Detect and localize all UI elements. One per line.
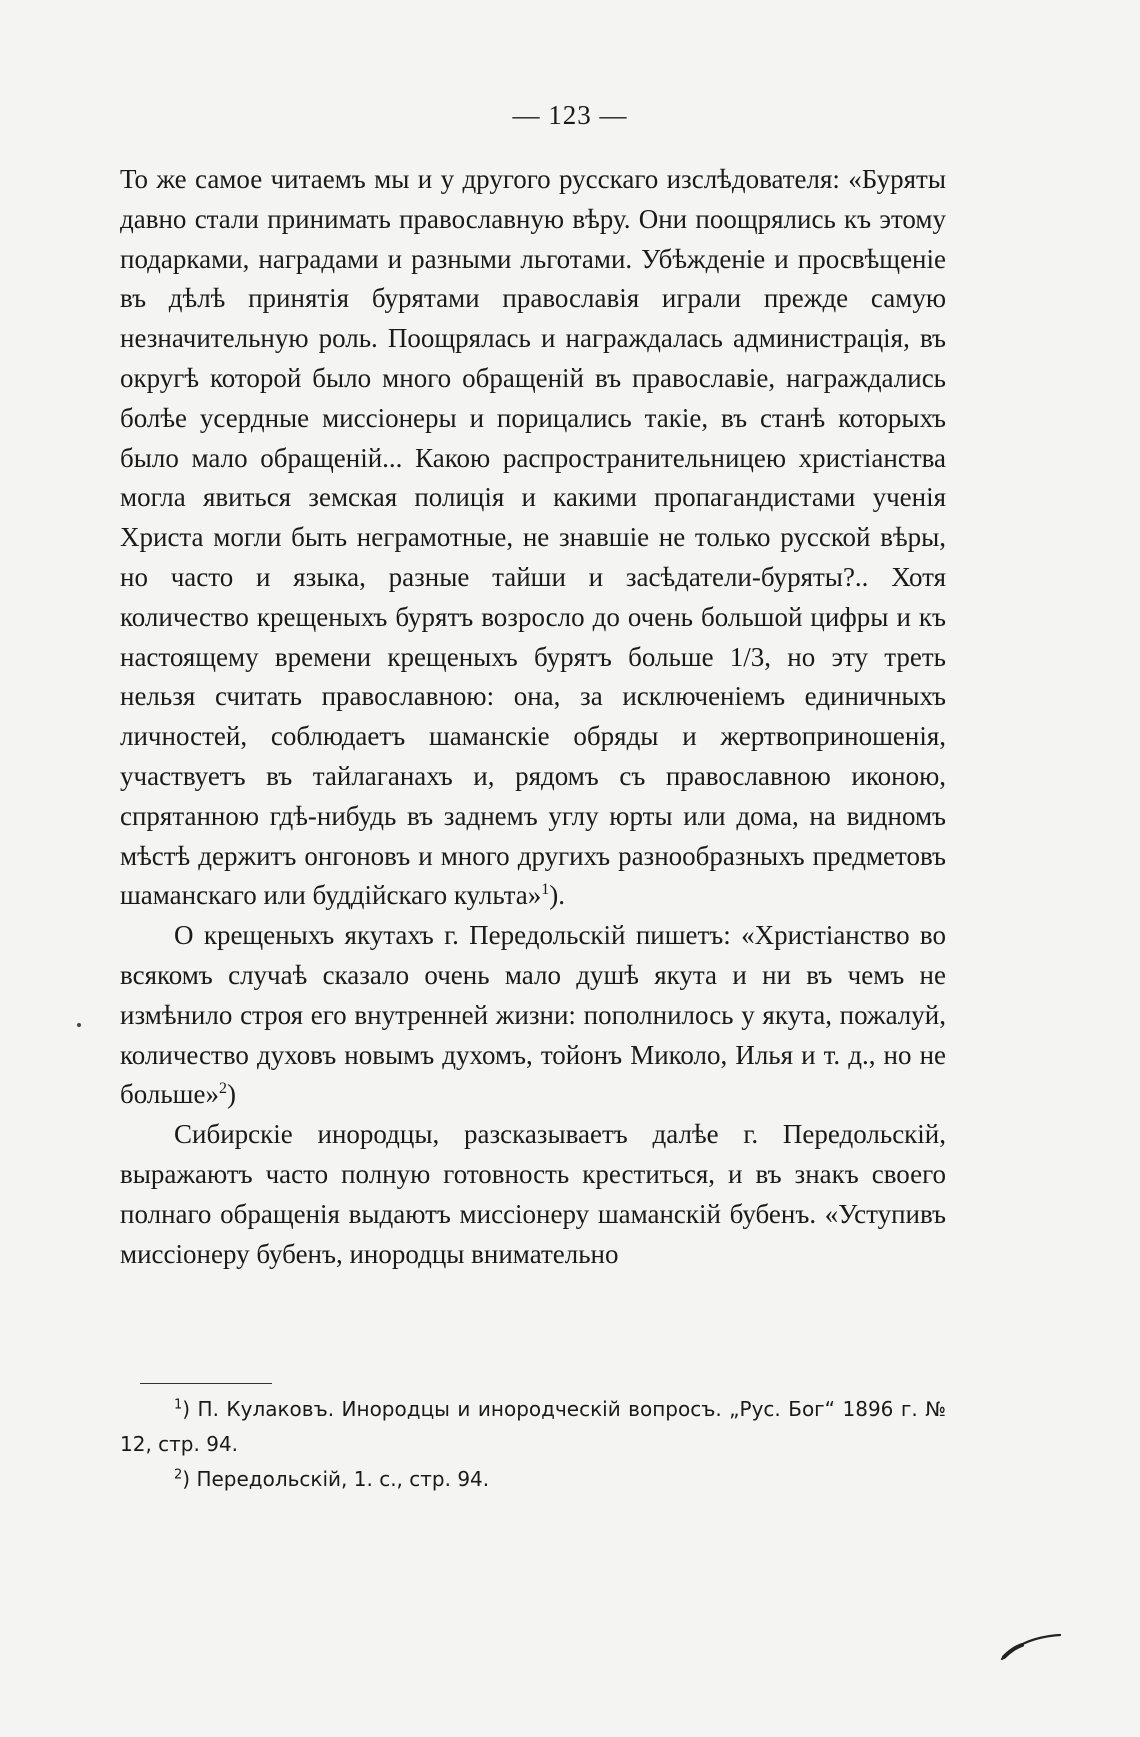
footnote-2-text: ) Передольскій, 1. с., стр. 94. [182,1467,490,1491]
footnote-2-mark: 2 [174,1467,183,1483]
paragraph-3-text: Сибирскіе инородцы, разсказываетъ далѣе г. Передольскій, выражаютъ часто полную готовность креститься, и въ знакъ своего полнаго обращенія выдаютъ миссіонеру шаманскій бубенъ. «Уступивъ миссіонеру бубенъ, инородцы внимательно [120,1119,946,1269]
footnote-divider [140,1383,272,1384]
footnote-1-mark: 1 [174,1397,183,1413]
footnotes [120,1392,946,1497]
paragraph-1 [120,160,946,916]
footnote-1-text: ) П. Кулаковъ. Инородцы и инородческій вопросъ. „Рус. Бог“ 1896 г. № 12, стр. 94. [120,1397,946,1456]
print-speck [77,1023,81,1027]
paragraph-3 [120,1115,946,1274]
body-text [120,160,946,1274]
paragraph-1-text: То же самое читаемъ мы и у другого русскаго изслѣдователя: «Буряты давно стали принимать православную вѣру. Они поощрялись къ этому подарками, наградами и разными льготами. Убѣжденіе и просвѣщеніе въ дѣлѣ принятія бурятами православія играли прежде самую незначительную роль. Поощрялась и награждалась администрація, въ округѣ которой было много обращеній въ православіе, награждались болѣе усердные миссіонеры и порицались такіе, въ станѣ которыхъ было мало обращеній... Какою распространительницею христіанства могла явиться земская полиція и какими пропагандистами ученія Христа могли быть неграмотные, не знавшіе не только русской вѣры, но часто и языка, разные тайши и засѣдатели-буряты?.. Хотя количество крещеныхъ бурятъ возросло до очень большой цифры и къ настоящему времени крещеныхъ бурятъ больше 1/3, но эту треть нельзя считать православною: она, за исключеніемъ единичныхъ личностей, соблюдаетъ шаманскіе обряды и жертвоприношенія, участвуетъ въ тайлаганахъ и, рядомъ съ православною иконою, спрятанною гдѣ-нибудь въ заднемъ углу юрты или дома, на видномъ мѣстѣ держитъ онгоновъ и много другихъ разнообразныхъ предметовъ шаманскаго или буддійскаго культа» [120,164,946,911]
footnote-1 [120,1392,946,1462]
paragraph-2-tail: ) [226,1079,236,1110]
footnote-2 [120,1462,946,1497]
pencil-mark-icon [1000,1625,1064,1665]
page-number: — 123 — [512,100,628,130]
paragraph-1-tail: ). [549,880,565,911]
paragraph-2 [120,916,946,1115]
footnote-ref-2[interactable]: 2 [218,1080,227,1098]
footnote-ref-1[interactable]: 1 [541,881,550,899]
paragraph-2-text: О крещеныхъ якутахъ г. Передольскій пишетъ: «Христіанство во всякомъ случаѣ сказало очень мало душѣ якута и ни въ чемъ не измѣнило строя его внутренней жизни: пополнилось у якута, пожалуй, количество духовъ новымъ духомъ, тойонъ Миколо, Илья и т. д., но не больше» [120,920,946,1110]
